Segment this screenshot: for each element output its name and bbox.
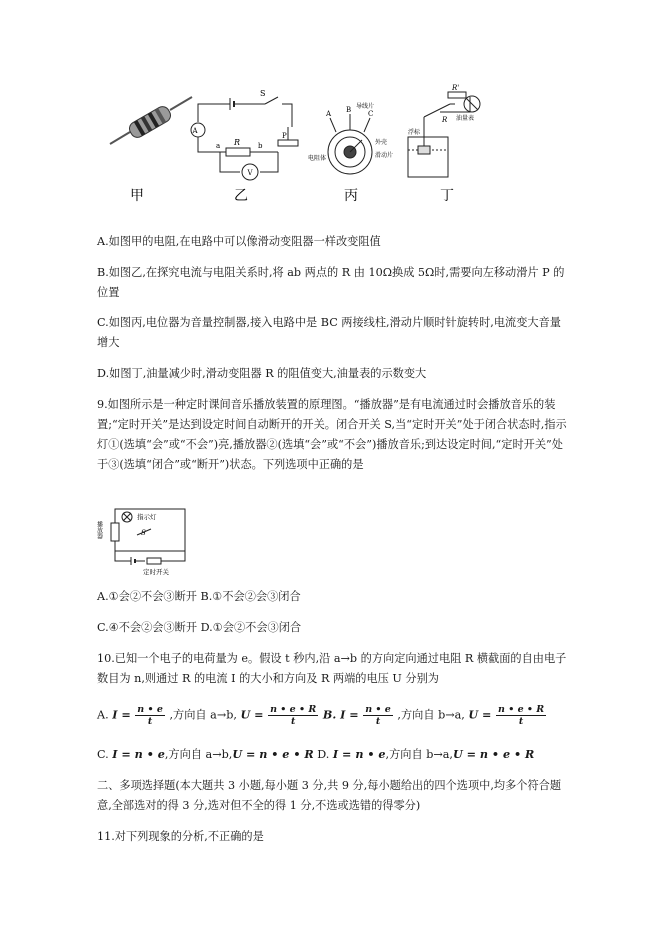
q10-d-voltage: U = n • e • R: [452, 747, 535, 761]
q10-a-voltage: U =: [240, 707, 264, 722]
slider-p-label: P: [282, 132, 287, 140]
q10-c-current: I = n • e: [112, 747, 165, 761]
section-2-heading: 二、多项选择题(本大题共 3 小题,每小题 3 分,共 9 分,每小题给出的四个选项中,均多个符合题意,全部选对的得 3 分,选对但不全的得 1 分,不选或选错的得零分): [97, 779, 562, 812]
q8-option-c: C.如图丙,电位器为音量控制器,接入电路中是 BC 两接线柱,滑动片顺时针旋转时,电流变大音量增大: [97, 316, 561, 349]
resistor-body-label: 电阻体: [308, 155, 327, 162]
r-label: R: [442, 116, 448, 124]
float-label: 浮标: [408, 129, 421, 136]
q10-a-current: I =: [112, 707, 131, 722]
q10-c-voltage: U = n • e • R: [232, 747, 314, 761]
q9-stem: 9.如图所示是一种定时课间音乐播放装置的原理图。“播放器”是有电流通过时会播放音乐的装置;“定时开关”是达到设定时间自动断开的开关。闭合开关 S,当“定时开关”处于闭合状态时,指示灯①(选填“会”或“不会”)亮,播放器②(选填“会”或“不会”)播放音乐;到达设定时间,“定时开关”处于③(选填“闭合”或“断开”)状态。下列选项中正确的是: [97, 398, 567, 471]
q10-options-ab: [97, 704, 577, 727]
resistor-r-label: R: [234, 138, 241, 147]
q10-a-voltage-fraction: $\frac{n • e • R}{t}$: [270, 704, 317, 727]
q9-options-cd: C.④不会②会③断开 D.①会②不会③闭合: [97, 621, 302, 634]
q10-a-direction: ,方向自 a→b,: [169, 708, 237, 722]
label-bing: 丙: [344, 188, 358, 204]
point-b-label: b: [258, 142, 263, 150]
q10-d-label: D.: [317, 748, 333, 761]
switch-s-label-q9: S: [141, 529, 146, 537]
q10-c-label: C.: [97, 748, 113, 761]
q10-c-direction: ,方向自 a→b,: [164, 748, 233, 761]
switch-s-label: S: [260, 89, 266, 98]
q10-b-fraction: $\frac{n • e}{t}$: [365, 704, 391, 727]
q10-b-current: B. I =: [322, 707, 359, 722]
shell-label: 外壳: [375, 139, 388, 146]
q10-b-direction: ,方向自 b→a,: [397, 708, 465, 722]
q10-b-voltage: U =: [468, 707, 492, 722]
q8-option-b: B.如图乙,在探究电流与电阻关系时,将 ab 两点的 R 由 10Ω换成 5Ω时,需要向左移动滑片 P 的位置: [97, 266, 565, 299]
q10-options-cd: [97, 744, 577, 765]
circuit-figures-top: [100, 82, 480, 212]
label-yi: 乙: [234, 188, 248, 204]
q8-option-d: D.如图丁,油量减少时,滑动变阻器 R 的阻值变大,油量表的示数变大: [97, 367, 427, 380]
q10-d-direction: ,方向自 b→a,: [385, 748, 453, 761]
ammeter-label: A: [192, 127, 198, 135]
q10-b-voltage-fraction: $\frac{n • e • R}{t}$: [497, 704, 545, 727]
wire-piece-label: 导线片: [356, 103, 375, 110]
q9-circuit-figure: [97, 505, 197, 577]
q8-option-a: A.如图甲的电阻,在电路中可以像滑动变阻器一样改变阻值: [97, 235, 381, 248]
label-jia: 甲: [130, 188, 144, 204]
q10-d-current: I = n • e: [332, 747, 386, 761]
voltmeter-label: V: [247, 169, 253, 177]
q9-options-ab: A.①会②不会③断开 B.①不会②会③闭合: [97, 590, 301, 603]
figure-jia-resistor: [110, 97, 192, 144]
slider-piece-label: 滑动片: [375, 152, 394, 159]
player-label: 播放器: [95, 521, 103, 539]
q10-a-label: A.: [97, 708, 109, 722]
q10-a-fraction: $\frac{n • e}{t}$: [137, 704, 163, 727]
gauge-label: 油量表: [456, 115, 475, 122]
timer-switch-label: 定时开关: [143, 568, 169, 576]
terminal-c-label: C: [368, 110, 374, 118]
terminal-a-label: A: [326, 110, 332, 118]
figure-bing-potentiometer: [328, 114, 372, 174]
point-a-label: a: [216, 142, 221, 150]
r-prime-label: R': [452, 84, 460, 92]
q10-stem: 10.已知一个电子的电荷量为 e。假设 t 秒内,沿 a→b 的方向定向通过电阻 R 横截面的自由电子数目为 n,则通过 R 的电流 I 的大小和方向及 R 两端的电压 U 分别为: [97, 652, 567, 685]
q11-stem: 11.对下列现象的分析,不正确的是: [97, 830, 264, 843]
terminal-b-label: B: [346, 106, 352, 114]
label-ding: 丁: [440, 188, 454, 204]
indicator-lamp-label: 指示灯: [137, 513, 157, 521]
